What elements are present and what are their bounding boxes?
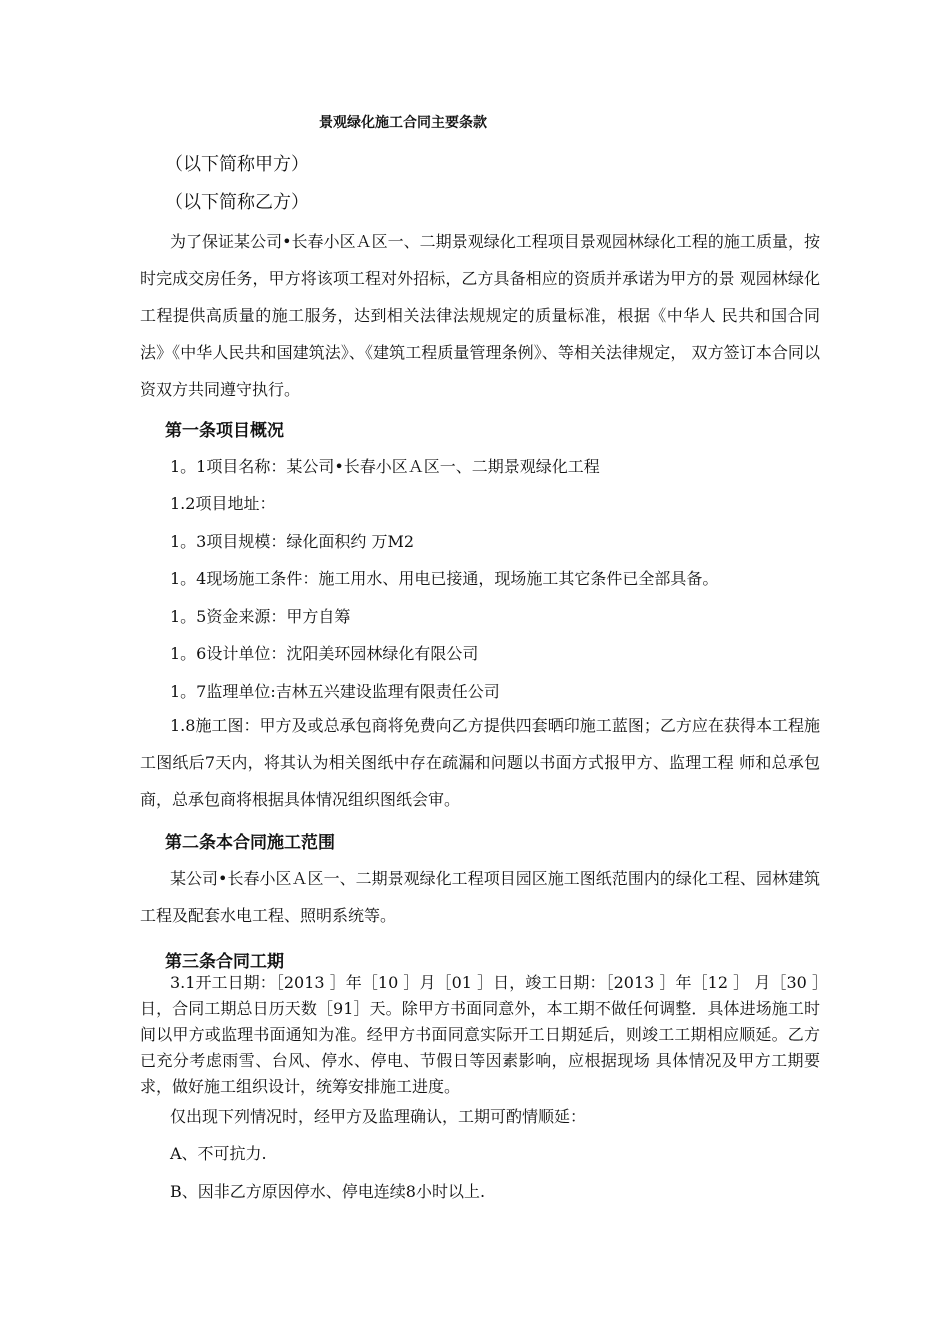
document-title: 景观绿化施工合同主要条款	[319, 115, 487, 131]
section1-item-2: 1.2项目地址：	[170, 494, 276, 513]
extension-item-b: B、因非乙方原因停水、停电连续8小时以上.	[170, 1182, 486, 1201]
section1-item-8: 1.8施工图：甲方及或总承包商将免费向乙方提供四套晒印施工蓝图；乙方应在获得本工程施工图纸后7天内，将其认为相关图纸中存在疏漏和问题以书面方式报甲方、监理工程 师和总承包商，总承包商将根据具体情况组织图纸会审。	[140, 716, 820, 809]
section1-item-8-block	[140, 707, 820, 818]
section1-item-5: 1。5资金来源：甲方自筹	[170, 607, 351, 626]
section2-block	[140, 860, 820, 934]
section1-item-6: 1。6设计单位：沈阳美环园林绿化有限公司	[170, 644, 479, 663]
section2-heading: 第二条本合同施工范围	[165, 833, 335, 853]
section3-clause-3-1: 3.1开工日期：［2013 ］年［10 ］月［01 ］日，竣工日期：［2013 ］年［12 ］ 月［30 ］日，合同工期总日历天数［91］天。除甲方书面同意外，本工期不做任何调整．具体进场施工时间以甲方或监理书面通知为准。经甲方书面同意实际开工日期延后，则竣工工期相应顺延。乙方已充分考虑雨雪、台风、停水、停电、节假日等因素影响，应根据现场 具体情况及甲方工期要求，做好施工组织设计，统筹安排施工进度。	[140, 973, 820, 1096]
section2-paragraph: 某公司•长春小区Ａ区一、二期景观绿化工程项目园区施工图纸范围内的绿化工程、园林建筑工程及配套水电工程、照明系统等。	[140, 869, 820, 925]
party-a-line: （以下简称甲方）	[165, 154, 309, 175]
section3-heading: 第三条合同工期	[165, 952, 284, 972]
section1-item-1: 1。1项目名称：某公司•长春小区Ａ区一、二期景观绿化工程	[170, 457, 600, 476]
section1-item-3: 1。3项目规模：绿化面积约 万M2	[170, 532, 415, 551]
preamble-paragraph: 为了保证某公司•长春小区Ａ区一、二期景观绿化工程项目景观园林绿化工程的施工质量，按时完成交房任务，甲方将该项工程对外招标，乙方具备相应的资质并承诺为甲方的景 观园林绿化工程提供高质量的施工服务，达到相关法律法规规定的质量标准，根据《中华人 民共和国合同法》《中华人民共和国建筑法》、《建筑工程质量管理条例》、等相关法律规定， 双方签订本合同以资双方共同遵守执行。	[140, 232, 820, 399]
preamble-block	[140, 223, 820, 408]
section1-heading: 第一条项目概况	[165, 421, 284, 441]
section3-clause-block	[140, 970, 820, 1100]
section1-item-7: 1。7监理单位:吉林五兴建设监理有限责任公司	[170, 682, 500, 701]
party-b-line: （以下简称乙方）	[165, 192, 309, 213]
section1-item-4: 1。4现场施工条件：施工用水、用电已接通，现场施工其它条件已全部具备。	[170, 569, 719, 588]
extension-item-a: A、不可抗力.	[170, 1144, 267, 1163]
extension-intro: 仅出现下列情况时，经甲方及监理确认，工期可酌情顺延：	[170, 1107, 587, 1126]
